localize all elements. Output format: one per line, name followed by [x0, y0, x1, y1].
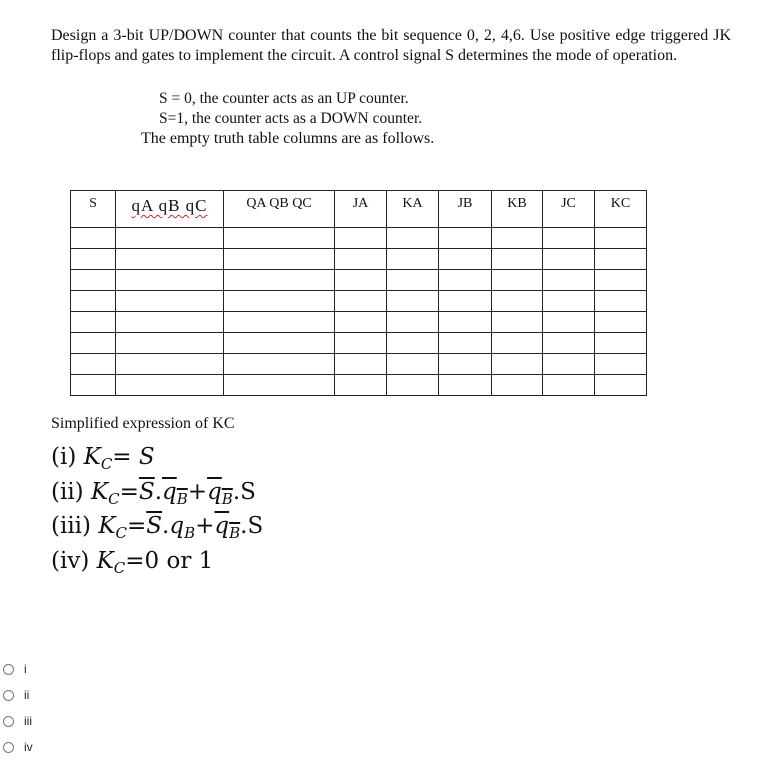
truth-table-cell	[116, 249, 224, 270]
expression-iii: (iii) $K_C=\overline{S}.q_B+q_B.S$	[51, 513, 264, 542]
truth-table-body	[71, 228, 647, 396]
radio-circle-icon[interactable]	[3, 690, 14, 701]
truth-table-row	[71, 354, 647, 375]
truth-table-cell	[439, 228, 492, 249]
simplified-label: Simplified expression of KC	[51, 415, 235, 432]
radio-circle-icon[interactable]	[3, 742, 14, 753]
header-next-state: QA QB QC	[224, 191, 335, 228]
header-present-state	[116, 191, 224, 228]
truth-table-cell	[543, 333, 595, 354]
truth-table-cell	[543, 312, 595, 333]
table-note: The empty truth table columns are as follows.	[141, 130, 435, 147]
truth-table-row	[71, 312, 647, 333]
truth-table	[70, 190, 647, 396]
truth-table-cell	[71, 333, 116, 354]
truth-table-cell	[595, 312, 647, 333]
truth-table-cell	[387, 291, 439, 312]
truth-table-cell	[71, 270, 116, 291]
truth-table-cell	[335, 333, 387, 354]
truth-table-cell	[387, 375, 439, 396]
truth-table-cell	[543, 291, 595, 312]
truth-table-row	[71, 333, 647, 354]
truth-table-cell	[116, 354, 224, 375]
truth-table-cell	[116, 375, 224, 396]
option-label: i	[24, 662, 27, 676]
truth-table-cell	[224, 228, 335, 249]
truth-table-cell	[224, 249, 335, 270]
option-iv[interactable]	[3, 734, 33, 760]
truth-table-cell	[492, 375, 543, 396]
option-ii[interactable]	[3, 682, 33, 708]
truth-table-cell	[595, 375, 647, 396]
truth-table-cell	[335, 249, 387, 270]
truth-table-cell	[224, 354, 335, 375]
header-ka: KA	[387, 191, 439, 228]
header-kc: KC	[595, 191, 647, 228]
radio-circle-icon[interactable]	[3, 664, 14, 675]
truth-table-cell	[335, 312, 387, 333]
truth-table-cell	[439, 270, 492, 291]
expression-i: (i) $K_C= S$	[51, 444, 155, 473]
truth-table-cell	[492, 228, 543, 249]
truth-table-row	[71, 249, 647, 270]
truth-table-cell	[71, 312, 116, 333]
truth-table-cell	[116, 270, 224, 291]
truth-table-cell	[492, 354, 543, 375]
truth-table-cell	[439, 333, 492, 354]
truth-table-cell	[543, 249, 595, 270]
truth-table-cell	[595, 228, 647, 249]
header-kb: KB	[492, 191, 543, 228]
expression-iv: (iv) $K_C=0$ or 1	[51, 548, 214, 577]
header-jb: JB	[439, 191, 492, 228]
option-label: iii	[24, 714, 32, 728]
truth-table-cell	[543, 354, 595, 375]
truth-table-cell	[595, 291, 647, 312]
truth-table-cell	[116, 228, 224, 249]
truth-table-cell	[387, 333, 439, 354]
truth-table-cell	[335, 270, 387, 291]
truth-table-cell	[387, 270, 439, 291]
header-s: S	[71, 191, 116, 228]
question-text	[51, 26, 731, 66]
truth-table-cell	[439, 312, 492, 333]
truth-table-cell	[492, 312, 543, 333]
option-label: ii	[24, 688, 30, 702]
truth-table-cell	[71, 291, 116, 312]
truth-table-cell	[335, 375, 387, 396]
truth-table-cell	[71, 249, 116, 270]
truth-table-cell	[492, 270, 543, 291]
truth-table-cell	[224, 312, 335, 333]
option-iii[interactable]	[3, 708, 33, 734]
truth-table-row	[71, 228, 647, 249]
header-ja: JA	[335, 191, 387, 228]
truth-table-row	[71, 270, 647, 291]
truth-table-cell	[543, 270, 595, 291]
truth-table-cell	[492, 291, 543, 312]
truth-table-cell	[335, 291, 387, 312]
truth-table-cell	[543, 375, 595, 396]
truth-table-cell	[71, 375, 116, 396]
truth-table-cell	[224, 375, 335, 396]
expression-ii: (ii) $K_C=\overline{S}.q_B+q_B.S$	[51, 479, 256, 508]
truth-table-cell	[71, 354, 116, 375]
mode-s0-text: S = 0, the counter acts as an UP counter.	[159, 90, 409, 107]
truth-table-cell	[335, 354, 387, 375]
header-jc: JC	[543, 191, 595, 228]
mode-s1-text: S=1, the counter acts as a DOWN counter.	[159, 110, 423, 127]
truth-table-cell	[387, 249, 439, 270]
truth-table-cell	[116, 291, 224, 312]
truth-table-cell	[439, 375, 492, 396]
truth-table-cell	[387, 312, 439, 333]
truth-table-header-row	[71, 191, 647, 228]
truth-table-cell	[224, 291, 335, 312]
question-paragraph: Design a 3-bit UP/DOWN counter that counts the bit sequence 0, 2, 4,6. Use positive edge triggered JK flip-flops and gates to implement the circuit. A control signal S determines the mode of operation.	[51, 27, 731, 64]
truth-table-row	[71, 291, 647, 312]
header-present-state-label: qA qB qC	[131, 196, 208, 215]
truth-table-cell	[595, 270, 647, 291]
option-label: iv	[24, 740, 33, 754]
truth-table-cell	[439, 249, 492, 270]
truth-table-cell	[224, 333, 335, 354]
truth-table-cell	[224, 270, 335, 291]
option-i[interactable]	[3, 656, 33, 682]
truth-table-cell	[116, 333, 224, 354]
answer-options	[3, 656, 33, 760]
truth-table-cell	[439, 291, 492, 312]
truth-table-cell	[543, 228, 595, 249]
truth-table-cell	[71, 228, 116, 249]
truth-table-cell	[335, 228, 387, 249]
truth-table-cell	[595, 333, 647, 354]
truth-table-cell	[492, 333, 543, 354]
radio-circle-icon[interactable]	[3, 716, 14, 727]
truth-table-cell	[492, 249, 543, 270]
truth-table-cell	[116, 312, 224, 333]
truth-table-cell	[387, 354, 439, 375]
truth-table-row	[71, 375, 647, 396]
truth-table-cell	[595, 354, 647, 375]
truth-table-cell	[387, 228, 439, 249]
truth-table-cell	[595, 249, 647, 270]
truth-table-cell	[439, 354, 492, 375]
